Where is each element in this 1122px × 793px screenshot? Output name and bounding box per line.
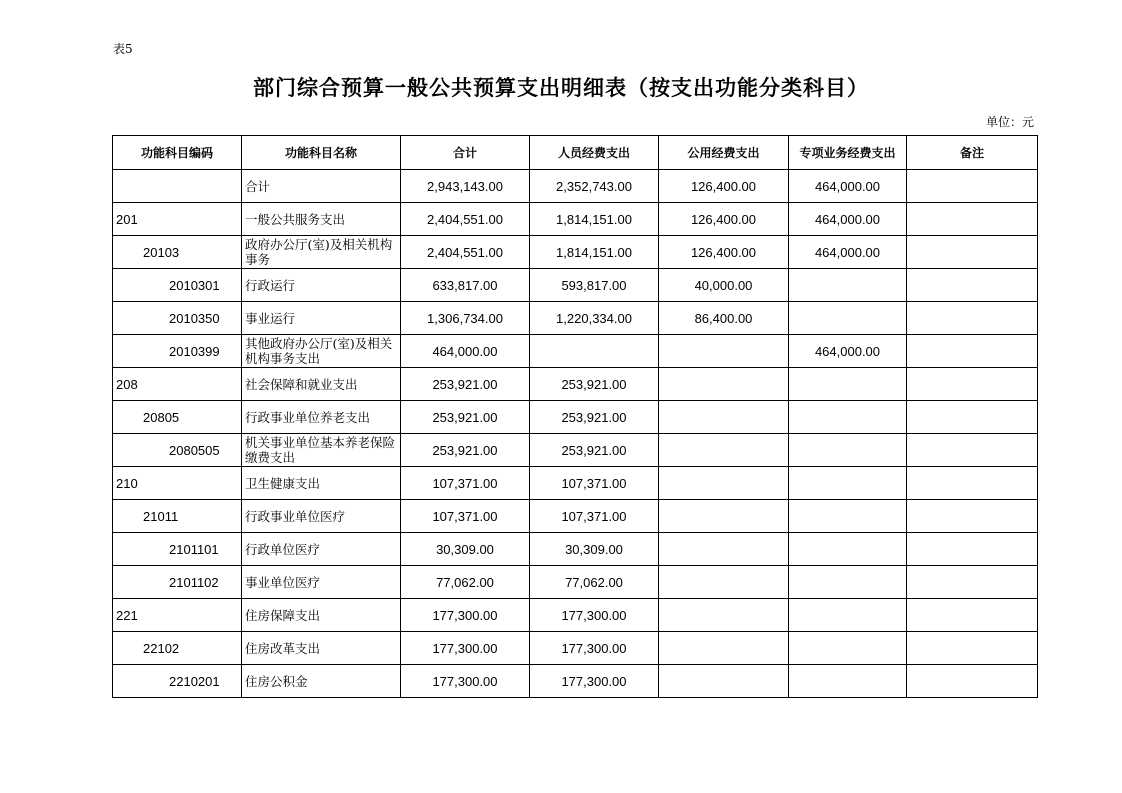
cell-public [659, 467, 789, 500]
cell-personnel [530, 335, 659, 368]
cell-total: 633,817.00 [401, 269, 530, 302]
cell-special [789, 401, 907, 434]
cell-personnel: 1,814,151.00 [530, 236, 659, 269]
cell-total: 253,921.00 [401, 401, 530, 434]
cell-personnel: 177,300.00 [530, 599, 659, 632]
cell-name: 住房公积金 [242, 665, 401, 698]
cell-public: 126,400.00 [659, 203, 789, 236]
cell-special [789, 533, 907, 566]
cell-note [907, 665, 1038, 698]
cell-personnel: 1,220,334.00 [530, 302, 659, 335]
cell-public [659, 599, 789, 632]
cell-note [907, 302, 1038, 335]
table-row [113, 368, 1038, 401]
cell-personnel: 30,309.00 [530, 533, 659, 566]
cell-special [789, 434, 907, 467]
cell-name: 事业运行 [242, 302, 401, 335]
cell-note [907, 368, 1038, 401]
cell-public: 126,400.00 [659, 170, 789, 203]
cell-name: 一般公共服务支出 [242, 203, 401, 236]
cell-note [907, 434, 1038, 467]
cell-special: 464,000.00 [789, 170, 907, 203]
cell-public: 126,400.00 [659, 236, 789, 269]
cell-public [659, 533, 789, 566]
cell-name: 政府办公厅(室)及相关机构事务 [242, 236, 401, 269]
cell-note [907, 170, 1038, 203]
cell-total: 77,062.00 [401, 566, 530, 599]
cell-note [907, 500, 1038, 533]
cell-note [907, 236, 1038, 269]
cell-code: 20103 [113, 236, 242, 269]
table-row [113, 269, 1038, 302]
cell-name: 行政事业单位医疗 [242, 500, 401, 533]
cell-personnel: 253,921.00 [530, 434, 659, 467]
cell-code: 2010399 [113, 335, 242, 368]
cell-code: 2080505 [113, 434, 242, 467]
expenditure-table [112, 135, 1038, 698]
cell-special [789, 269, 907, 302]
cell-name: 机关事业单位基本养老保险缴费支出 [242, 434, 401, 467]
table-row [113, 566, 1038, 599]
cell-personnel: 593,817.00 [530, 269, 659, 302]
cell-special: 464,000.00 [789, 236, 907, 269]
column-header-note: 备注 [907, 136, 1038, 170]
cell-public [659, 665, 789, 698]
table-row [113, 434, 1038, 467]
cell-total: 464,000.00 [401, 335, 530, 368]
table-row [113, 599, 1038, 632]
cell-name: 社会保障和就业支出 [242, 368, 401, 401]
cell-special [789, 500, 907, 533]
column-header-public: 公用经费支出 [659, 136, 789, 170]
cell-personnel: 177,300.00 [530, 632, 659, 665]
table-row [113, 500, 1038, 533]
cell-special [789, 599, 907, 632]
table-label: 表5 [113, 42, 133, 56]
cell-code: 2101101 [113, 533, 242, 566]
cell-personnel: 107,371.00 [530, 500, 659, 533]
cell-code: 210 [113, 467, 242, 500]
cell-total: 253,921.00 [401, 434, 530, 467]
table-row [113, 335, 1038, 368]
table-row [113, 170, 1038, 203]
page-title: 部门综合预算一般公共预算支出明细表（按支出功能分类科目） [253, 76, 869, 100]
cell-note [907, 269, 1038, 302]
cell-special: 464,000.00 [789, 203, 907, 236]
cell-special [789, 302, 907, 335]
cell-code: 21011 [113, 500, 242, 533]
table-row [113, 203, 1038, 236]
cell-name: 住房改革支出 [242, 632, 401, 665]
table-row [113, 467, 1038, 500]
table-row [113, 533, 1038, 566]
cell-personnel: 253,921.00 [530, 368, 659, 401]
cell-special [789, 632, 907, 665]
cell-public [659, 335, 789, 368]
table-row [113, 302, 1038, 335]
cell-code [113, 170, 242, 203]
cell-code: 20805 [113, 401, 242, 434]
cell-total: 2,404,551.00 [401, 236, 530, 269]
cell-note [907, 401, 1038, 434]
cell-code: 2010350 [113, 302, 242, 335]
cell-personnel: 1,814,151.00 [530, 203, 659, 236]
cell-code: 208 [113, 368, 242, 401]
column-header-total: 合计 [401, 136, 530, 170]
cell-personnel: 177,300.00 [530, 665, 659, 698]
column-header-code: 功能科目编码 [113, 136, 242, 170]
cell-total: 1,306,734.00 [401, 302, 530, 335]
cell-personnel: 253,921.00 [530, 401, 659, 434]
column-header-personnel: 人员经费支出 [530, 136, 659, 170]
cell-note [907, 599, 1038, 632]
cell-public [659, 566, 789, 599]
unit-label: 单位：元 [985, 115, 1034, 129]
column-header-name: 功能科目名称 [242, 136, 401, 170]
table-header-row [113, 136, 1038, 170]
table-row [113, 632, 1038, 665]
cell-code: 221 [113, 599, 242, 632]
cell-special [789, 467, 907, 500]
cell-code: 22102 [113, 632, 242, 665]
cell-note [907, 467, 1038, 500]
table-row [113, 665, 1038, 698]
cell-total: 30,309.00 [401, 533, 530, 566]
cell-total: 107,371.00 [401, 500, 530, 533]
cell-note [907, 335, 1038, 368]
cell-note [907, 203, 1038, 236]
cell-code: 2010301 [113, 269, 242, 302]
cell-public [659, 401, 789, 434]
cell-special [789, 665, 907, 698]
cell-code: 2101102 [113, 566, 242, 599]
cell-note [907, 566, 1038, 599]
cell-special: 464,000.00 [789, 335, 907, 368]
table-row [113, 401, 1038, 434]
cell-code: 201 [113, 203, 242, 236]
cell-name: 其他政府办公厅(室)及相关机构事务支出 [242, 335, 401, 368]
cell-total: 177,300.00 [401, 599, 530, 632]
cell-public [659, 500, 789, 533]
cell-public [659, 434, 789, 467]
cell-total: 2,943,143.00 [401, 170, 530, 203]
cell-personnel: 77,062.00 [530, 566, 659, 599]
cell-public [659, 368, 789, 401]
cell-name: 卫生健康支出 [242, 467, 401, 500]
cell-name: 住房保障支出 [242, 599, 401, 632]
cell-special [789, 368, 907, 401]
cell-public: 86,400.00 [659, 302, 789, 335]
cell-note [907, 533, 1038, 566]
table-body [113, 170, 1038, 698]
cell-total: 107,371.00 [401, 467, 530, 500]
cell-total: 253,921.00 [401, 368, 530, 401]
cell-note [907, 632, 1038, 665]
cell-personnel: 107,371.00 [530, 467, 659, 500]
cell-name: 行政事业单位养老支出 [242, 401, 401, 434]
cell-total: 2,404,551.00 [401, 203, 530, 236]
table-row [113, 236, 1038, 269]
cell-special [789, 566, 907, 599]
cell-total: 177,300.00 [401, 665, 530, 698]
cell-code: 2210201 [113, 665, 242, 698]
cell-total: 177,300.00 [401, 632, 530, 665]
cell-personnel: 2,352,743.00 [530, 170, 659, 203]
cell-name: 事业单位医疗 [242, 566, 401, 599]
cell-public: 40,000.00 [659, 269, 789, 302]
cell-public [659, 632, 789, 665]
column-header-special: 专项业务经费支出 [789, 136, 907, 170]
cell-name: 行政单位医疗 [242, 533, 401, 566]
cell-name: 行政运行 [242, 269, 401, 302]
cell-name: 合计 [242, 170, 401, 203]
